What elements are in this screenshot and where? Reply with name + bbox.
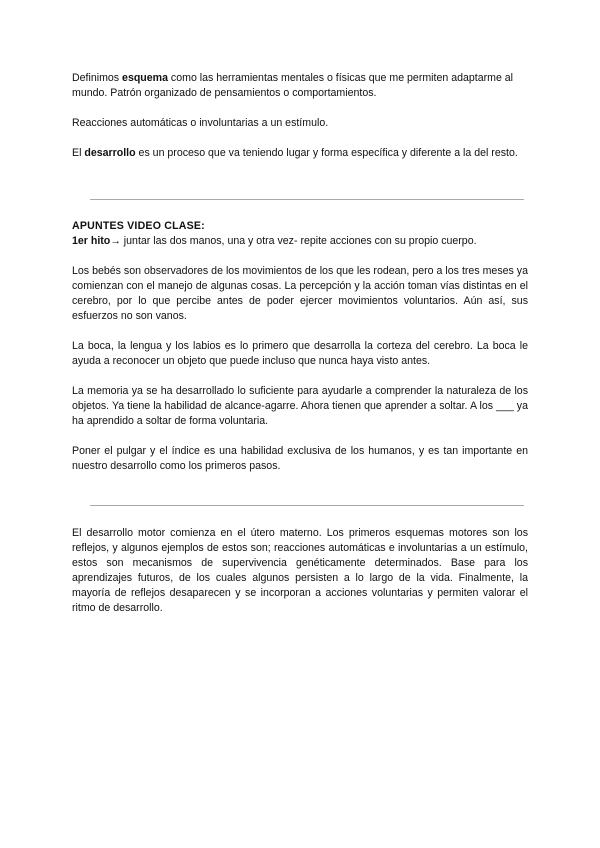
hito-line: [72, 234, 528, 249]
definitions-section: [72, 71, 528, 161]
motor-development-section: [72, 526, 528, 616]
reacciones-paragraph: Reacciones automáticas o involuntarias a un estímulo.: [72, 117, 329, 129]
bebes-paragraph: Los bebés son observadores de los movimientos de los que les rodean, pero a los tres meses ya comienzan con el manejo de algunas cosas. La percepción y la acción toman vías distintas en el cerebro, por lo que percibe antes de poder ejercer movimientos voluntarios. Aún así, sus esfuerzos no son vanos.: [72, 265, 528, 322]
section-heading: APUNTES VIDEO CLASE:: [72, 220, 205, 232]
pulgar-paragraph: Poner el pulgar y el índice es una habilidad exclusiva de los humanos, y es tan importante en nuestro desarrollo como los primeros pasos.: [72, 445, 528, 472]
text: El: [72, 147, 85, 159]
boca-paragraph: La boca, la lengua y los labios es lo primero que desarrolla la corteza del cerebro. La boca le ayuda a reconocer un objeto que puede incluso que nunca haya visto antes.: [72, 340, 528, 367]
memoria-paragraph: La memoria ya se ha desarrollado lo suficiente para ayudarle a comprender la naturaleza de los objetos. Ya tiene la habilidad de alcance-agarre. Ahora tienen que aprender a soltar. A los ___ ya ha aprendido a soltar de forma voluntaria.: [72, 385, 528, 427]
horizontal-divider: [90, 199, 524, 200]
text: → juntar las dos manos, una y otra vez- repite acciones con su propio cuerpo.: [110, 235, 477, 247]
motor-paragraph: El desarrollo motor comienza en el útero materno. Los primeros esquemas motores son los reflejos, y algunos ejemplos de estos son; reacciones automáticas e involuntarias a un estímulo, estos son mecanismos de supervivencia genéticamente determinados. Base para los aprendizajes futuros, de los cuales algunos persisten a lo largo de la vida. Finalmente, la mayoría de reflejos desaparecen y se incorporan a acciones voluntarias y permiten valorar el ritmo de desarrollo.: [72, 527, 528, 614]
bold-term-hito: 1er hito: [72, 235, 111, 247]
definition-esquema: [72, 71, 528, 101]
video-notes-section: [72, 219, 528, 474]
definition-desarrollo: [72, 146, 528, 161]
text: Definimos: [72, 72, 123, 84]
text: es un proceso que va teniendo lugar y forma específica y diferente a la del resto.: [135, 147, 518, 159]
bold-term-desarrollo: desarrollo: [84, 147, 136, 159]
horizontal-divider: [90, 505, 524, 506]
text: como las herramientas mentales o físicas que me permiten adaptarme al mundo. Patrón organizado de pensamientos o comportamientos.: [72, 72, 514, 99]
bold-term-esquema: esquema: [122, 72, 168, 84]
